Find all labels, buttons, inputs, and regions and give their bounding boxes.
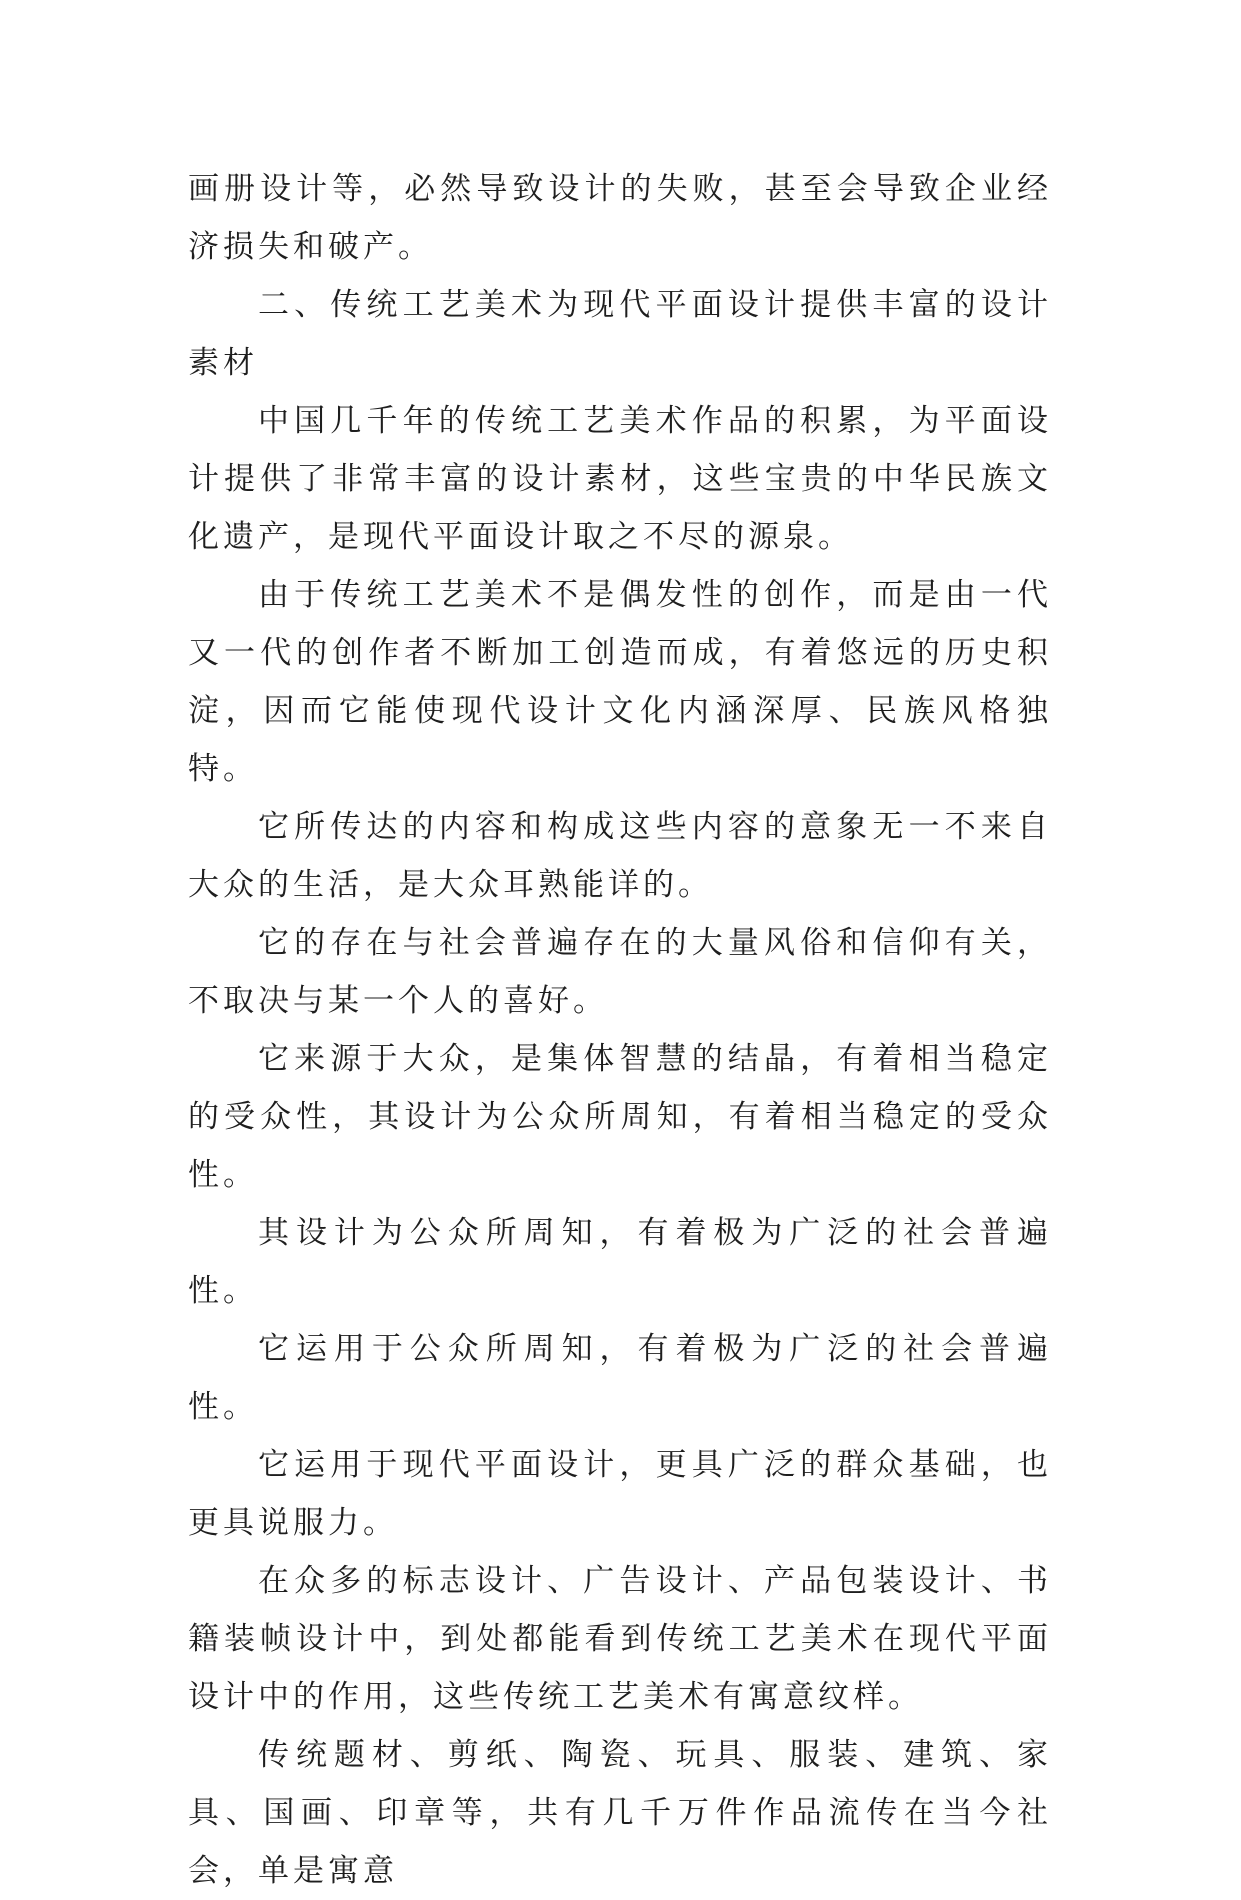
section-heading: 二、传统工艺美术为现代平面设计提供丰富的设计素材 — [188, 287, 1052, 381]
paragraph: 它的存在与社会普遍存在的大量风俗和信仰有关，不取决与某一个人的喜好。 — [188, 925, 1052, 1019]
paragraph: 由于传统工艺美术不是偶发性的创作，而是由一代又一代的创作者不断加工创造而成，有着悠远的历史积淀，因而它能使现代设计文化内涵深厚、民族风格独特。 — [188, 577, 1052, 787]
paragraph-continuation: 画册设计等，必然导致设计的失败，甚至会导致企业经济损失和破产。 — [188, 171, 1052, 265]
paragraph: 在众多的标志设计、广告设计、产品包装设计、书籍装帧设计中，到处都能看到传统工艺美术在现代平面设计中的作用，这些传统工艺美术有寓意纹样。 — [188, 1563, 1052, 1715]
paragraph: 中国几千年的传统工艺美术作品的积累，为平面设计提供了非常丰富的设计素材，这些宝贵的中华民族文化遗产，是现代平面设计取之不尽的源泉。 — [188, 403, 1052, 555]
paragraph: 它运用于现代平面设计，更具广泛的群众基础，也更具说服力。 — [188, 1447, 1052, 1541]
paragraph: 传统题材、剪纸、陶瓷、玩具、服装、建筑、家具、国画、印章等，共有几千万件作品流传在当今社会，单是寓意 — [188, 1737, 1052, 1889]
paragraph: 它所传达的内容和构成这些内容的意象无一不来自大众的生活，是大众耳熟能详的。 — [188, 809, 1052, 903]
document-body — [188, 160, 1052, 1900]
paragraph: 它来源于大众，是集体智慧的结晶，有着相当稳定的受众性，其设计为公众所周知，有着相当稳定的受众性。 — [188, 1041, 1052, 1193]
paragraph: 它运用于公众所周知，有着极为广泛的社会普遍性。 — [188, 1331, 1052, 1425]
paragraph: 其设计为公众所周知，有着极为广泛的社会普遍性。 — [188, 1215, 1052, 1309]
